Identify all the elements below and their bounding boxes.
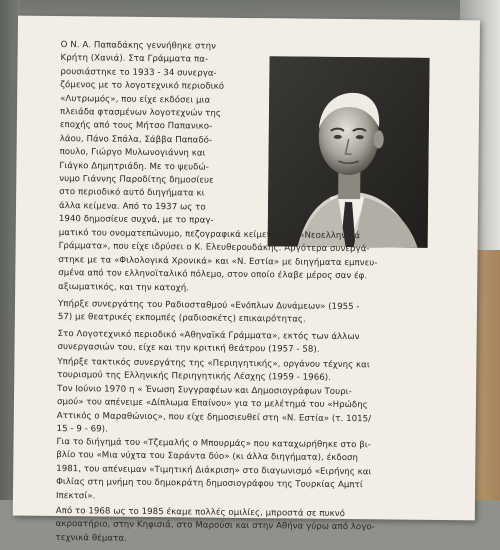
booklet-page bbox=[13, 16, 480, 544]
text-line: Φιλίας στη μνήμη του δημοκράτη δημοσιογράφου της Τουρκίας Αμπτί bbox=[56, 477, 363, 491]
author-portrait-image bbox=[268, 56, 430, 248]
text-line: βλίο του «Μια νύχτα του Σαράντα δύο» (κι άλλα διηγήματα), έκδοση bbox=[56, 450, 359, 464]
text-line: πουλο, Γιώργο Μυλωνογιάννη και bbox=[59, 147, 206, 159]
intro-paragraph bbox=[59, 39, 225, 228]
text-line: νυμο Γιάννης Παροδίτης δημοσίευε bbox=[59, 174, 214, 186]
text-line: Κρήτη (Χανιά). Στα Γράμματα πα- bbox=[60, 53, 209, 65]
text-line: ακροατήριο, στην Κηφισιά, στο Μαρούσι και στην Αθήνα γύρω από λογο- bbox=[55, 519, 375, 533]
text-line: ματικό του ονοματεπώνυμο, πεζογραφικά κείμενα στα «Νεοελληνικά bbox=[58, 228, 361, 242]
text-line: Στο Λογοτεχνικό περιοδικό «Αθηναϊκά Γράμματα», εκτός των άλλων bbox=[57, 329, 360, 343]
text-line: Τον Ιούνιο 1970 η « Ένωση Συγγραφέων και Δημοσιογράφων Τουρι- bbox=[57, 383, 352, 397]
text-line: σμένα από τον ελληνοϊταλικό πόλεμο, στον οποίο έλαβε μέρος σαν έφ. bbox=[58, 268, 368, 282]
periigitiki-paragraph bbox=[57, 356, 372, 440]
text-line: πλειάδα φτασμένων λογοτεχνών της bbox=[59, 107, 222, 119]
text-line: άλλα κείμενα. Από το 1937 ως το bbox=[58, 200, 206, 213]
text-line: τουρισμού της Ελληνικής Περιηγητικής Λέσχης (1959 - 1966). bbox=[57, 370, 331, 384]
career-paragraph bbox=[58, 227, 378, 297]
text-line: Ιπεκτσί». bbox=[55, 490, 96, 502]
text-line: «Λυτρωμός», που είχε εκδόσει μια bbox=[60, 93, 211, 106]
text-line: Για το διήγημά του «Τζεμαλής ο Μπουρμάς» που καταχωρήθηκε στο βι- bbox=[56, 437, 371, 451]
text-line: λάου, Πάνο Σπάλα, Σάββα Παπαδό- bbox=[59, 133, 213, 146]
text-line: συνεργασιών του, είχε και την κριτική θεάτρου (1957 - 58). bbox=[57, 342, 320, 356]
text-line: Αττικός ο Μαραθώνιος», που είχε δημοσιευθεί στη «Ν. Εστία» (τ. 1015/ bbox=[56, 410, 372, 424]
text-line: στηκε με τα «Φιλολογικά Χρονικά» και «Ν. Εστία» με διηγήματα εμπνευ- bbox=[58, 254, 378, 269]
text-line: Υπήρξε τακτικός συνεργάτης της «Περιηγητικής», οργάνου τέχνης και bbox=[57, 357, 370, 371]
text-line: σμού» του απένειμε «Δίπλωμα Επαίνου» για το μελέτημά του «Ηρώδης bbox=[56, 397, 368, 411]
author-portrait-photo bbox=[268, 56, 430, 248]
text-line: 1940 δημοσίευε συχνά, με το πραγ- bbox=[58, 214, 214, 226]
radio-paragraph bbox=[58, 298, 360, 328]
text-line: τεχνικά θέματα. bbox=[55, 532, 127, 544]
text-line: στο περιοδικό αυτό διηγήματα κι bbox=[59, 187, 205, 200]
text-line: Υπήρξε συνεργάτης του Ραδιοσταθμού «Ενόπλων Δυνάμεων» (1955 - bbox=[57, 299, 360, 313]
talks-paragraph bbox=[55, 505, 375, 549]
text-line: αξιωματικός, και την κατοχή. bbox=[58, 281, 190, 294]
text-line: εποχής από τους Μήτσο Παπανικο- bbox=[59, 120, 213, 133]
text-line: 57) με θεατρικές εκπομπές (ραδιοσκέτς) επικαιρότητας. bbox=[57, 312, 306, 326]
text-line: Από το 1968 ως το 1985 έκαμε πολλές ομιλίες, μπροστά σε πυκνό bbox=[55, 506, 345, 520]
text-line: Γράμματα», που είχε ιδρύσει ο Κ. Ελευθερουδάκης. Αργότερα συνεργά- bbox=[58, 241, 370, 255]
text-line: ζόμενος με το λογοτεχνικό περιοδικό bbox=[60, 80, 225, 92]
athenaika-paragraph bbox=[57, 328, 359, 358]
text-line: Γιάγκο Δημητριάδη. Με το ψευδώ- bbox=[59, 160, 209, 173]
awards-paragraph bbox=[56, 436, 372, 506]
text-line: 15 - 9 - 69). bbox=[56, 424, 108, 435]
text-line: 1981, του απένειμαν «Τιμητική Διάκριση» στο διαγωνισμό «Ειρήνης και bbox=[56, 463, 372, 478]
text-line: Ο Ν. Α. Παπαδάκης γεννήθηκε στην bbox=[60, 40, 217, 52]
text-line: ρουσιάστηκε το 1933 - 34 συνεργα- bbox=[60, 66, 217, 79]
